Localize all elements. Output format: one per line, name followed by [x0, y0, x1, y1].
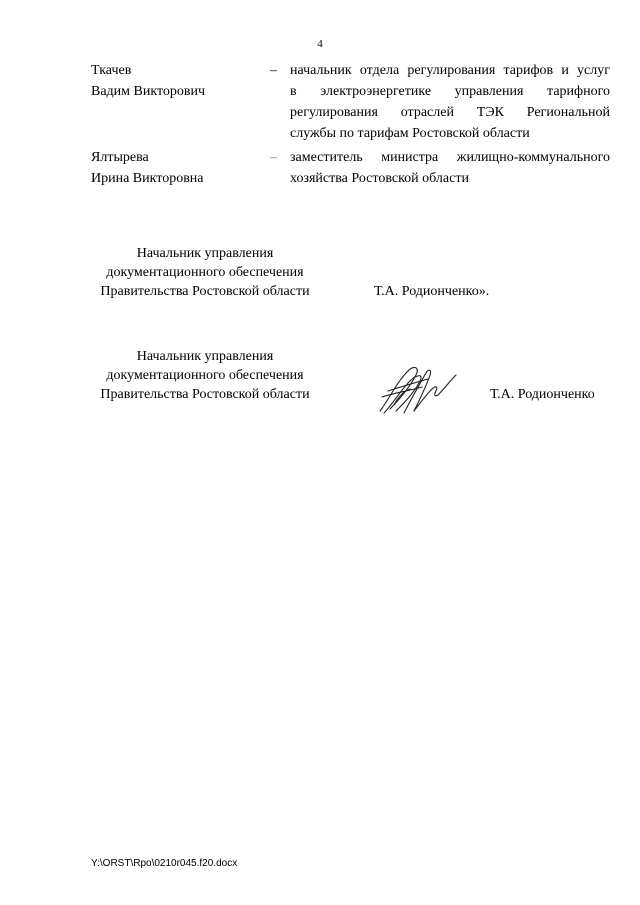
member-2-role-line: хозяйства Ростовской области — [290, 171, 469, 186]
position-line: Правительства Ростовской области — [100, 387, 310, 402]
member-1-role-line: в электроэнергетике управления тарифного — [290, 84, 610, 99]
position-line: документационного обеспечения — [106, 368, 304, 383]
position-line: Правительства Ростовской области — [100, 284, 310, 299]
member-2-surname: Ялтырева — [91, 150, 149, 165]
member-1-given-names: Вадим Викторович — [91, 84, 206, 99]
member-2-dash: – — [270, 150, 277, 165]
member-1-role-line: регулирования отраслей ТЭК Региональной — [290, 105, 610, 120]
signature-block-1-name: Т.А. Родионченко». — [374, 284, 490, 299]
page-number: 4 — [317, 38, 323, 50]
member-2-given-names: Ирина Викторовна — [91, 171, 204, 186]
member-2-name — [91, 147, 204, 189]
member-2-role-line: заместитель министра жилищно-коммунального — [290, 150, 610, 165]
footer-file-path: Y:\ORST\Rpo\0210r045.f20.docx — [91, 858, 238, 869]
position-line: Начальник управления — [136, 246, 274, 261]
member-1-dash: – — [270, 63, 277, 78]
position-line: документационного обеспечения — [106, 265, 304, 280]
member-1-surname: Ткачев — [91, 63, 132, 78]
position-line: Начальник управления — [136, 349, 274, 364]
signature-block-1-position — [85, 244, 325, 301]
signature-block-2-position — [85, 347, 325, 404]
member-1-name — [91, 60, 205, 102]
member-1-role-line: службы по тарифам Ростовской области — [290, 126, 530, 141]
handwritten-signature — [374, 361, 460, 419]
member-2-role — [290, 147, 610, 189]
member-1-role-line: начальник отдела регулирования тарифов и услуг — [290, 63, 610, 78]
signature-block-2-name: Т.А. Родионченко — [490, 387, 595, 402]
member-1-role — [290, 60, 610, 144]
